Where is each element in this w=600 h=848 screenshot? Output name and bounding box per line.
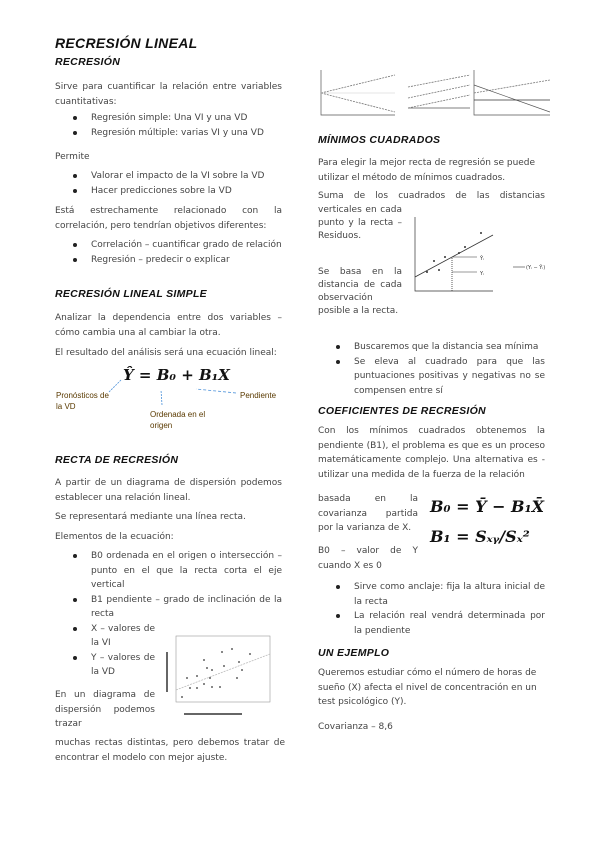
paragraph: Covarianza – 8,6 [318, 722, 393, 732]
paragraph: Para elegir la mejor recta de regresión se puede utilizar el método de mínimos cuadrados. [318, 158, 536, 183]
svg-text:(Yᵢ − Ŷᵢ): (Yᵢ − Ŷᵢ) [526, 265, 545, 271]
scatter-plot-figure [162, 632, 274, 720]
list-item: Hacer predicciones sobre la VD [55, 184, 282, 199]
label-ordenada: Ordenada en el origen [150, 410, 206, 430]
formula-b1: B₁ = Sₓᵧ/Sₓ² [430, 527, 530, 546]
paragraph: En un diagrama de dispersión podemos trazar [55, 690, 155, 729]
paragraph: Permite [55, 152, 90, 162]
list-item: Regresión – predecir o explicar [55, 253, 282, 268]
paragraph: Queremos estudiar cómo el número de horas de sueño (X) afecta el nivel de concentración en un test psicológico (Y). [318, 668, 537, 707]
regression-lines-figures [318, 70, 550, 126]
list-item: Valorar el impacto de la VI sobre la VD [55, 169, 282, 184]
svg-text:Yᵢ: Yᵢ [480, 271, 484, 277]
label-pendiente: Pendiente [240, 391, 277, 400]
bullet-list [318, 580, 545, 638]
list-item: B0 ordenada en el origen o intersección – punto en el que la recta corta el eje vertical [55, 549, 282, 593]
list-item: Correlación – cuantificar grado de relación [55, 238, 282, 253]
svg-text:Ŷᵢ: Ŷᵢ [480, 256, 484, 262]
heading-coeficientes: COEFICIENTES DE RECRESIÓN [318, 405, 486, 417]
paragraph: Se representará mediante una línea recta. [55, 512, 246, 522]
page-title: RECRESIÓN LINEAL [55, 35, 198, 51]
list-item: La relación real vendrá determinada por la pendiente [318, 609, 545, 638]
paragraph: A partir de un diagrama de dispersión podemos establecer una relación lineal. [55, 478, 282, 503]
paragraph: Se basa en la distancia de cada observación posible a la recta. [318, 267, 402, 316]
paragraph: B0 – valor de Y cuando X es 0 [318, 546, 418, 571]
bullet-list [318, 340, 545, 398]
list-item: Sirve como anclaje: fija la altura inicial de la recta [318, 580, 545, 609]
paragraph: Analizar la dependencia entre dos variables – cómo cambia una al cambiar la otra. [55, 313, 282, 338]
list-item: Buscaremos que la distancia sea mínima [318, 340, 545, 355]
heading-minimos-cuadrados: MÍNIMOS CUADRADOS [318, 134, 441, 146]
list-item: Se eleva al cuadrado para que las puntuaciones positivas y negativas no se compensen entre sí [318, 355, 545, 399]
list-item: Y – valores de la VD [55, 651, 155, 680]
equation-arrows [0, 0, 300, 430]
paragraph: muchas rectas distintas, pero debemos tratar de encontrar el modelo con mejor ajuste. [55, 738, 285, 763]
paragraph: Elementos de la ecuación: [55, 532, 174, 542]
paragraph: Con los mínimos cuadrados obtenemos la pendiente (B1), el problema es que es un proceso matemáticamente complejo. Una alternativa es - utilizar una medida de la fuerza de la relación [318, 426, 545, 480]
paragraph: El resultado del análisis será una ecuación lineal: [55, 348, 277, 358]
list-item: Regresión múltiple: varias VI y una VD [55, 126, 282, 141]
label-pronosticos: Pronósticos de la VD [56, 391, 109, 411]
paragraph: basada en la covarianza partida por la varianza de X. [318, 494, 418, 533]
paragraph: Está estrechamente relacionado con la correlación, pero tendrían objetivos diferentes: [55, 206, 282, 231]
heading-un-ejemplo: UN EJEMPLO [318, 647, 390, 659]
paragraph: Sirve para cuantificar la relación entre variables cuantitativas: [55, 82, 282, 107]
list-item: X – valores de la VI [55, 622, 155, 651]
heading-recta-de-regresion: RECTA DE RECRESIÓN [55, 454, 179, 466]
paragraph: verticales en cada punto y la recta – Residuos. [318, 205, 402, 241]
formula-b0: B₀ = Ȳ − B₁X̄ [430, 497, 544, 516]
paragraph: Suma de los cuadrados de las distancias [318, 191, 545, 201]
least-squares-figure [405, 215, 545, 303]
regression-equation: Ŷ = B₀ + B₁X [123, 366, 230, 384]
heading-regresion-lineal-simple: RECRESIÓN LINEAL SIMPLE [55, 288, 207, 300]
heading-regresion: RECRESIÓN [55, 56, 121, 68]
list-item: Regresión simple: Una VI y una VD [55, 111, 282, 126]
list-item: B1 pendiente – grado de inclinación de la recta [55, 593, 282, 622]
